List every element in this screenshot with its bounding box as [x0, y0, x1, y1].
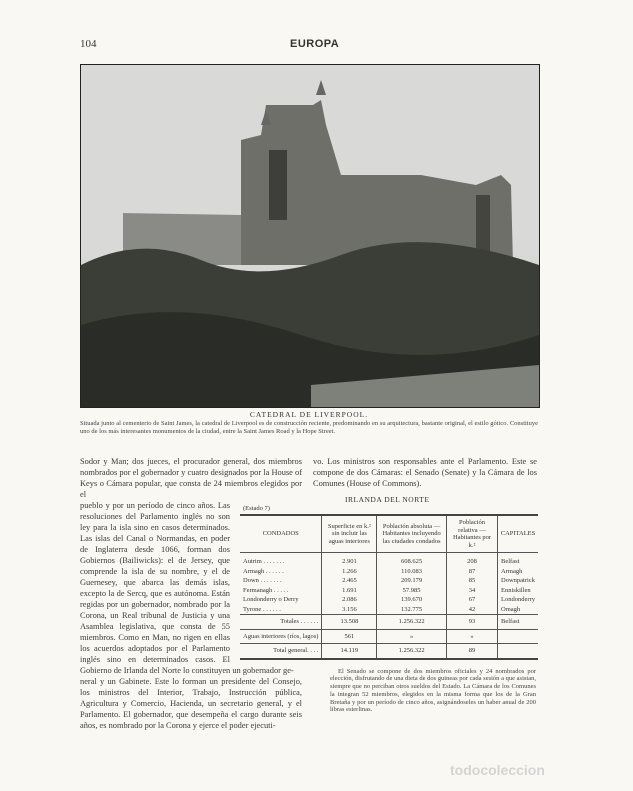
table-cell: 3.156: [322, 605, 377, 615]
table-cell: 67: [446, 595, 497, 605]
table-row: [240, 615, 538, 630]
table-row: [240, 567, 538, 577]
col-header: CAPITALES: [498, 515, 538, 553]
body-paragraph-1c: neral y un Gabinete. Este lo forman un presidente del Consejo, los ministros del Interior, Trabajo, Instrucción pública, Agricultura y Comercio, Hacienda, un secretario general, y el Parlamento. El gobernador, que desempeña el cargo durante seis años, es nombrado por la Corona y ejerce el poder ejecuti-: [80, 677, 302, 730]
right-column: [240, 456, 538, 714]
northern-ireland-table: [240, 514, 538, 660]
table-cell: Down . . . . . . .: [243, 577, 282, 584]
body-paragraph-2: vo. Los ministros son responsables ante el Parlamento. Este se compone de dos Cámaras: el Senado (Senate) y la Cámara de los Comunes (House of Commons).: [313, 457, 537, 488]
table-row: [240, 576, 538, 586]
table-row: [240, 605, 538, 615]
table-cell: 1.691: [322, 586, 377, 596]
figure-caption-title: CATEDRAL DE LIVERPOOL.: [249, 410, 369, 419]
table-cell: 42: [446, 605, 497, 615]
figure-caption-text: Situada junto al cementerio de Saint James, la catedral de Liverpool es de construcción reciente, predominando en su arquitectura, bastante original, el estilo gótico. Constituye uno de los más interesantes monumentos de la ciudad, entre la Saint James Road y la Hope Street.: [80, 420, 538, 435]
table-cell: Londonderry: [498, 595, 538, 605]
table-cell: 1.266: [322, 567, 377, 577]
table-cell: Londonderry o Derry: [243, 596, 299, 603]
table-cell: Omagh: [498, 605, 538, 615]
table-cell: 2.086: [322, 595, 377, 605]
running-title: EUROPA: [290, 38, 340, 50]
table-cell: 57.985: [377, 586, 447, 596]
col-header: CONDADOS: [240, 515, 322, 553]
table-row: [240, 586, 538, 596]
cathedral-photo: [80, 64, 540, 408]
table-cell: Armagh . . . . . .: [243, 567, 284, 575]
table-cell: 14.119: [322, 644, 377, 659]
table-row: [240, 644, 538, 659]
table-cell: »: [446, 629, 497, 644]
table-cell: [498, 629, 538, 644]
table-cell: Aguas interiores (ríos, lagos): [243, 632, 319, 640]
table-title: IRLANDA DEL NORTE: [345, 495, 430, 504]
col-header: Población absoluta — Habitantes incluyendo las ciudades condados: [377, 515, 447, 553]
table-cell: 561: [322, 629, 377, 644]
table-cell: Tyrone . . . . . .: [243, 605, 281, 613]
table-cell: 110.083: [377, 567, 447, 577]
senate-note: El Senado se compone de dos miembros oficiales y 24 nombrados por elección, disfrutando de una dieta de dos guineas por cada sesión a que asistan, siempre que no perciban otros sueldos del Estado. La Cámara de los Comunes la integran 52 miembros, elegidos en la misma forma que los de la Gran Bretaña y por un período de cinco años, asignándoseles un haber anual de 200 libras esterlinas.: [330, 667, 536, 714]
table-cell: Total general. . . .: [273, 647, 319, 654]
table-cell: Enniskillen: [498, 586, 538, 596]
body-paragraph-1a: Sodor y Man; dos jueces, el procurador general, dos miembros nombrados por el gobernador y cuatro designados por la House of Keys o Cámara popular, que consta de 24 miembros elegidos por el: [80, 457, 302, 499]
table-cell: »: [377, 629, 447, 644]
table-cell: 89: [446, 644, 497, 659]
table-cell: Belfast: [498, 615, 538, 630]
table-cell: Armagh: [498, 567, 538, 577]
table-row: [240, 553, 538, 567]
table-cell: 93: [446, 615, 497, 630]
table-cell: 1.256.322: [377, 615, 447, 630]
table-cell: 208: [446, 553, 497, 567]
table-row: [240, 595, 538, 605]
table-cell: 13.508: [322, 615, 377, 630]
table-cell: [498, 644, 538, 659]
table-cell: Belfast: [498, 553, 538, 567]
table-cell: Downpatrick: [498, 576, 538, 586]
table-cell: 209.179: [377, 576, 447, 586]
page-number: 104: [80, 38, 97, 50]
table-row: [240, 629, 538, 644]
table-cell: 87: [446, 567, 497, 577]
table-cell: Autrim . . . . . . .: [243, 558, 285, 565]
table-cell: 1.256.322: [377, 644, 447, 659]
col-header: Superficie en k.² sin incluir las aguas interiores: [322, 515, 377, 553]
table-cell: Totales . . . . . .: [280, 618, 319, 625]
col-header: Población relativa — Habitantes por k.²: [446, 515, 497, 553]
table-cell: 139.670: [377, 595, 447, 605]
body-paragraph-1b: pueblo y por un período de cinco años. Las resoluciones del Parlamento inglés no son ley para la isla sino en casos determinados. Las islas del Canal o Normandas, en poder de Inglaterra desde 1066, forman dos Gobiernos (Bailiwicks): el de Jersey, que comprende la isla de su nombre, y el de Guernesey, que abarca las demás islas, excepto la de Sercq, que es autónoma. Están regidas por un gobernador, nombrado por la Corona, un Real tribunal de Justicia y una Asamblea legislativa, que consta de 55 miembros. Como en Man, no rigen en ellas los acuerdos adoptados por el Parlamento inglés sino en determinados casos. El Gobierno de Irlanda del Norte lo constituyen un gobernador ge-: [80, 501, 294, 675]
table-cell: 132.775: [377, 605, 447, 615]
table-cell: 34: [446, 586, 497, 596]
table-cell: 608.625: [377, 553, 447, 567]
table-cell: 85: [446, 576, 497, 586]
table-cell: 2.901: [322, 553, 377, 567]
table-cell: Fermanagh . . . . .: [243, 586, 289, 594]
watermark: todocoleccion: [450, 762, 545, 778]
table-cell: 2.465: [322, 576, 377, 586]
table-reference: (Estado 7): [243, 505, 270, 512]
